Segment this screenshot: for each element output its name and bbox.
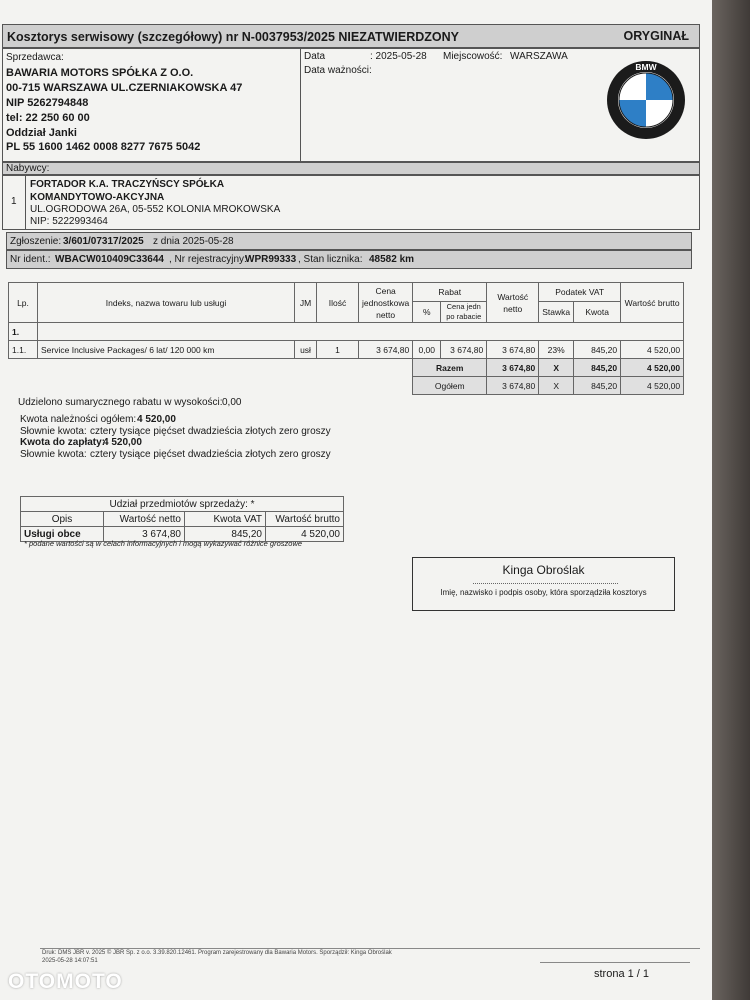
- words2-label: Słownie kwota:: [20, 449, 87, 460]
- col-index: Indeks, nazwa towaru lub usługi: [38, 283, 295, 323]
- col-price: Cena jednostkowa netto: [359, 283, 413, 323]
- share-vat: 845,20: [185, 527, 266, 542]
- seller-account: PL 55 1600 1462 0008 8277 7675 5042: [6, 141, 201, 153]
- date-label: Data: [304, 51, 326, 62]
- background-edge: [712, 0, 750, 1000]
- reg-value: WPR99333: [245, 254, 297, 265]
- row-vat-rate: 23%: [539, 341, 574, 359]
- ogolem-net: 3 674,80: [487, 377, 539, 395]
- ogolem-rate: X: [539, 377, 574, 395]
- razem-rate: X: [539, 359, 574, 377]
- col-discount-price: Cena jedn po rabacie: [441, 302, 487, 323]
- vehicle-bar: [6, 250, 692, 269]
- footer-print-info: Druk: DMS JBR v. 2025 © JBR Sp. z o.o. 3.39.820.12461. Program zarejestrowany dla Bawaria Motors. Sporządził: Kinga Obroślak: [42, 950, 392, 956]
- col-discount: Rabat: [413, 283, 487, 302]
- col-discount-pct: %: [413, 302, 441, 323]
- col-vat: Podatek VAT: [539, 283, 621, 302]
- validity-label: Data ważności:: [304, 65, 372, 76]
- seller-address: 00-715 WARSZAWA UL.CZERNIAKOWSKA 47: [6, 82, 243, 94]
- row-net: 3 674,80: [487, 341, 539, 359]
- row-discount-pct: 0,00: [413, 341, 441, 359]
- signature-line: [473, 583, 618, 584]
- col-vat-rate: Stawka: [539, 302, 574, 323]
- signature-caption: Imię, nazwisko i podpis osoby, która sporządziła kosztorys: [440, 588, 647, 597]
- vin-label: Nr ident.:: [10, 254, 51, 265]
- row-name: Service Inclusive Packages/ 6 lat/ 120 000 km: [38, 341, 295, 359]
- amount-due-label: Kwota należności ogółem:: [20, 414, 137, 425]
- share-col-net: Wartość netto: [104, 512, 185, 527]
- ogolem-gross: 4 520,00: [621, 377, 684, 395]
- col-lp: Lp.: [9, 283, 38, 323]
- share-col-vat: Kwota VAT: [185, 512, 266, 527]
- discount-summary-value: 0,00: [222, 397, 242, 408]
- razem-net: 3 674,80: [487, 359, 539, 377]
- bmw-logo-icon: [606, 60, 686, 140]
- share-col-gross: Wartość brutto: [266, 512, 344, 527]
- share-desc: Usługi obce: [21, 527, 104, 542]
- row-vat-amount: 845,20: [574, 341, 621, 359]
- document-title: Kosztorys serwisowy (szczegółowy) nr N-0037953/2025 NIEZATWIERDZONY: [7, 30, 459, 44]
- row-discount-price: 3 674,80: [441, 341, 487, 359]
- seller-tel: tel: 22 250 60 00: [6, 112, 90, 124]
- buyer-box: [2, 175, 700, 230]
- words2-value: cztery tysiące pięćset dwadzieścia złotych zero groszy: [90, 449, 331, 460]
- report-bar: [6, 232, 692, 250]
- footer-line: [40, 948, 700, 949]
- col-gross: Wartość brutto: [621, 283, 684, 323]
- razem-vat: 845,20: [574, 359, 621, 377]
- razem-gross: 4 520,00: [621, 359, 684, 377]
- words1-value: cztery tysiące pięćset dwadzieścia złotych zero groszy: [90, 426, 331, 437]
- report-number: 3/601/07317/2025: [63, 236, 144, 247]
- buyer-nip: NIP: 5222993464: [30, 216, 108, 227]
- ogolem-vat: 845,20: [574, 377, 621, 395]
- ogolem-label: Ogółem: [413, 377, 487, 395]
- original-label: ORYGINAŁ: [623, 29, 689, 43]
- share-col-desc: Opis: [21, 512, 104, 527]
- row-jm: usł: [295, 341, 317, 359]
- report-date: z dnia 2025-05-28: [153, 236, 234, 247]
- table-group-row: [9, 323, 684, 341]
- bmw-logo-text: BMW: [635, 62, 657, 72]
- items-table: [8, 282, 684, 395]
- seller-branch: Oddział Janki: [6, 127, 77, 139]
- seller-nip: NIP 5262794848: [6, 97, 89, 109]
- place-value: WARSZAWA: [510, 51, 568, 62]
- row-lp: 1.1.: [9, 341, 38, 359]
- to-pay-label: Kwota do zapłaty:: [20, 437, 106, 448]
- share-gross: 4 520,00: [266, 527, 344, 542]
- seller-name: BAWARIA MOTORS SPÓŁKA Z O.O.: [6, 67, 194, 79]
- words1-label: Słownie kwota:: [20, 426, 87, 437]
- counter-label: , Stan licznika:: [298, 254, 363, 265]
- footer-print-date: 2025-05-28 14:07:51: [42, 958, 98, 964]
- buyer-label-bar: [2, 162, 700, 175]
- report-label: Zgłoszenie:: [10, 236, 62, 247]
- ogolem-row: [9, 377, 684, 395]
- group-lp: 1.: [9, 323, 38, 341]
- row-price: 3 674,80: [359, 341, 413, 359]
- col-jm: JM: [295, 283, 317, 323]
- date-value: : 2025-05-28: [370, 51, 427, 62]
- buyer-index: 1: [11, 196, 17, 207]
- signature-box: [412, 557, 675, 611]
- buyer-label: Nabywcy:: [6, 163, 50, 174]
- discount-summary-label: Udzielono sumarycznego rabatu w wysokości:: [18, 397, 223, 408]
- signature-name: Kinga Obroślak: [502, 563, 585, 577]
- header-bar: [2, 24, 700, 48]
- buyer-address: UL.OGRODOWA 26A, 05-552 KOLONIA MROKOWSKA: [30, 204, 281, 215]
- to-pay-value: 4 520,00: [103, 437, 142, 448]
- col-net-value: Wartość netto: [487, 283, 539, 323]
- row-qty: 1: [317, 341, 359, 359]
- amount-due-value: 4 520,00: [137, 414, 176, 425]
- table-row: [9, 341, 684, 359]
- counter-value: 48582 km: [369, 254, 415, 265]
- seller-box: [2, 48, 700, 162]
- reg-label: , Nr rejestracyjny:: [169, 254, 247, 265]
- vin-value: WBACW010409C33644: [55, 254, 164, 265]
- seller-label: Sprzedawca:: [6, 52, 64, 63]
- razem-row: [9, 359, 684, 377]
- otomoto-watermark: OTOMOTO: [8, 970, 123, 993]
- buyer-name-line1: FORTADOR K.A. TRACZYŃSCY SPÓŁKA: [30, 179, 225, 190]
- footer-page-line: [540, 962, 690, 963]
- razem-label: Razem: [413, 359, 487, 377]
- row-gross: 4 520,00: [621, 341, 684, 359]
- share-net: 3 674,80: [104, 527, 185, 542]
- place-label: Miejscowość:: [443, 51, 503, 62]
- page-number: strona 1 / 1: [594, 968, 650, 980]
- share-table: [20, 496, 344, 542]
- share-title: Udział przedmiotów sprzedaży: *: [21, 497, 344, 512]
- share-footnote: * podane wartości są w celach informacyjnych i mogą wykazywać różnice groszowe: [24, 539, 303, 548]
- col-qty: Ilość: [317, 283, 359, 323]
- col-vat-amount: Kwota: [574, 302, 621, 323]
- buyer-name-line2: KOMANDYTOWO-AKCYJNA: [30, 192, 165, 203]
